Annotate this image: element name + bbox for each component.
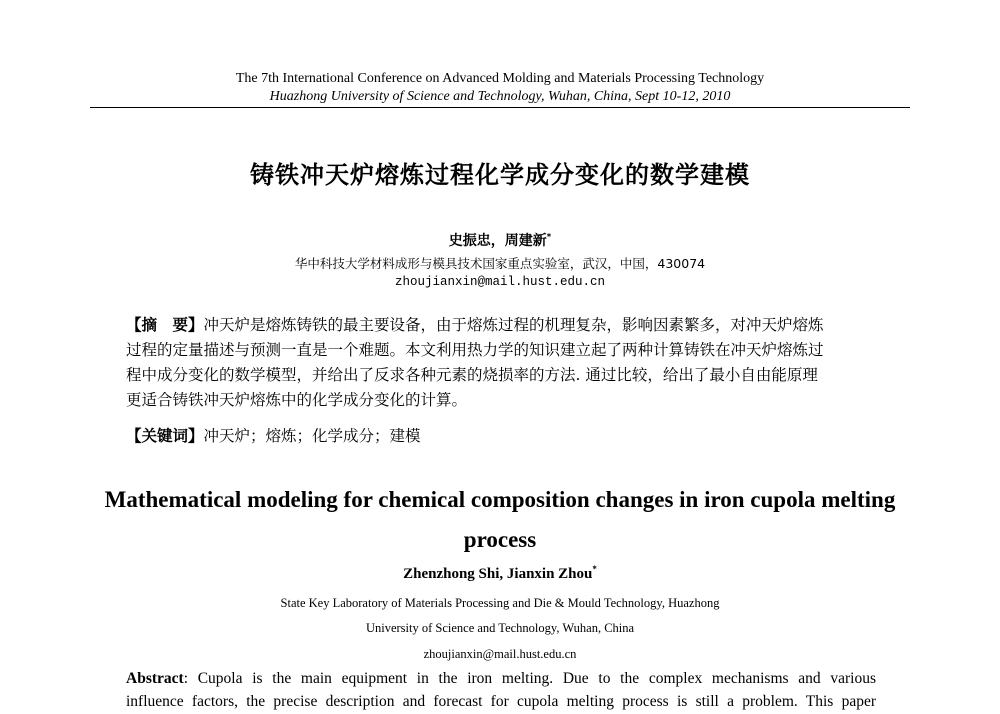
chinese-title: 铸铁冲天炉熔炼过程化学成分变化的数学建模	[250, 161, 750, 189]
conference-name: The 7th International Conference on Advanced Molding and Materials Processing Technology	[235, 71, 765, 86]
chinese-abstract-line: 程中成分变化的数学模型，并给出了反求各种元素的烧损率的方法. 通过比较，给出了最小自由能原理	[126, 366, 818, 384]
english-affiliation: State Key Laboratory of Materials Processing and Die & Mould Technology, Huazhong	[280, 596, 720, 610]
english-email: zhoujianxin@mail.hust.edu.cn	[423, 647, 577, 661]
chinese-keywords-label: 【关键词】	[126, 427, 204, 445]
english-title-line: Mathematical modeling for chemical composition changes in iron cupola melting	[104, 487, 896, 512]
english-abstract	[126, 667, 876, 713]
chinese-abstract-label: 【摘 要】	[126, 316, 204, 334]
english-abstract-line: Abstract: Cupola is the main equipment in the iron melting. Due to the complex mechanisms and various	[126, 670, 876, 687]
english-title	[0, 480, 1000, 560]
english-title-line: process	[463, 527, 537, 552]
chinese-keywords-text: 冲天炉；熔炼；化学成分；建模	[203, 427, 421, 445]
english-abstract-line: influence factors, the precise description and forecast for cupola melting process is still a problem. This paper	[126, 693, 876, 710]
english-author-names: Zhenzhong Shi, Jianxin Zhou	[403, 566, 593, 582]
chinese-abstract	[126, 313, 876, 413]
chinese-keywords	[126, 424, 876, 448]
chinese-abstract-line: 更适合铸铁冲天炉熔炼中的化学成分变化的计算。	[126, 391, 468, 409]
header-divider	[90, 107, 910, 108]
english-authors	[0, 566, 1000, 583]
chinese-abstract-line: 【摘 要】冲天炉是熔炼铸铁的最主要设备，由于熔炼过程的机理复杂，影响因素繁多，对冲天炉熔炼	[126, 316, 824, 334]
chinese-affiliation: 华中科技大学材料成形与模具技术国家重点实验室，武汉，中国，430074	[294, 256, 706, 271]
corresponding-author-mark: *	[546, 231, 552, 242]
chinese-email: zhoujianxin@mail.hust.edu.cn	[394, 275, 606, 289]
chinese-authors	[0, 230, 1000, 250]
english-abstract-label: Abstract	[126, 670, 184, 687]
corresponding-author-mark: *	[592, 564, 597, 574]
chinese-abstract-line: 过程的定量描述与预测一直是一个难题。本文利用热力学的知识建立起了两种计算铸铁在冲天炉熔炼过	[126, 341, 824, 359]
chinese-author-names: 史振忠，周建新	[448, 233, 547, 249]
english-affiliation: University of Science and Technology, Wuhan, China	[365, 621, 635, 635]
conference-venue: Huazhong University of Science and Technology, Wuhan, China, Sept 10-12, 2010	[269, 89, 731, 104]
